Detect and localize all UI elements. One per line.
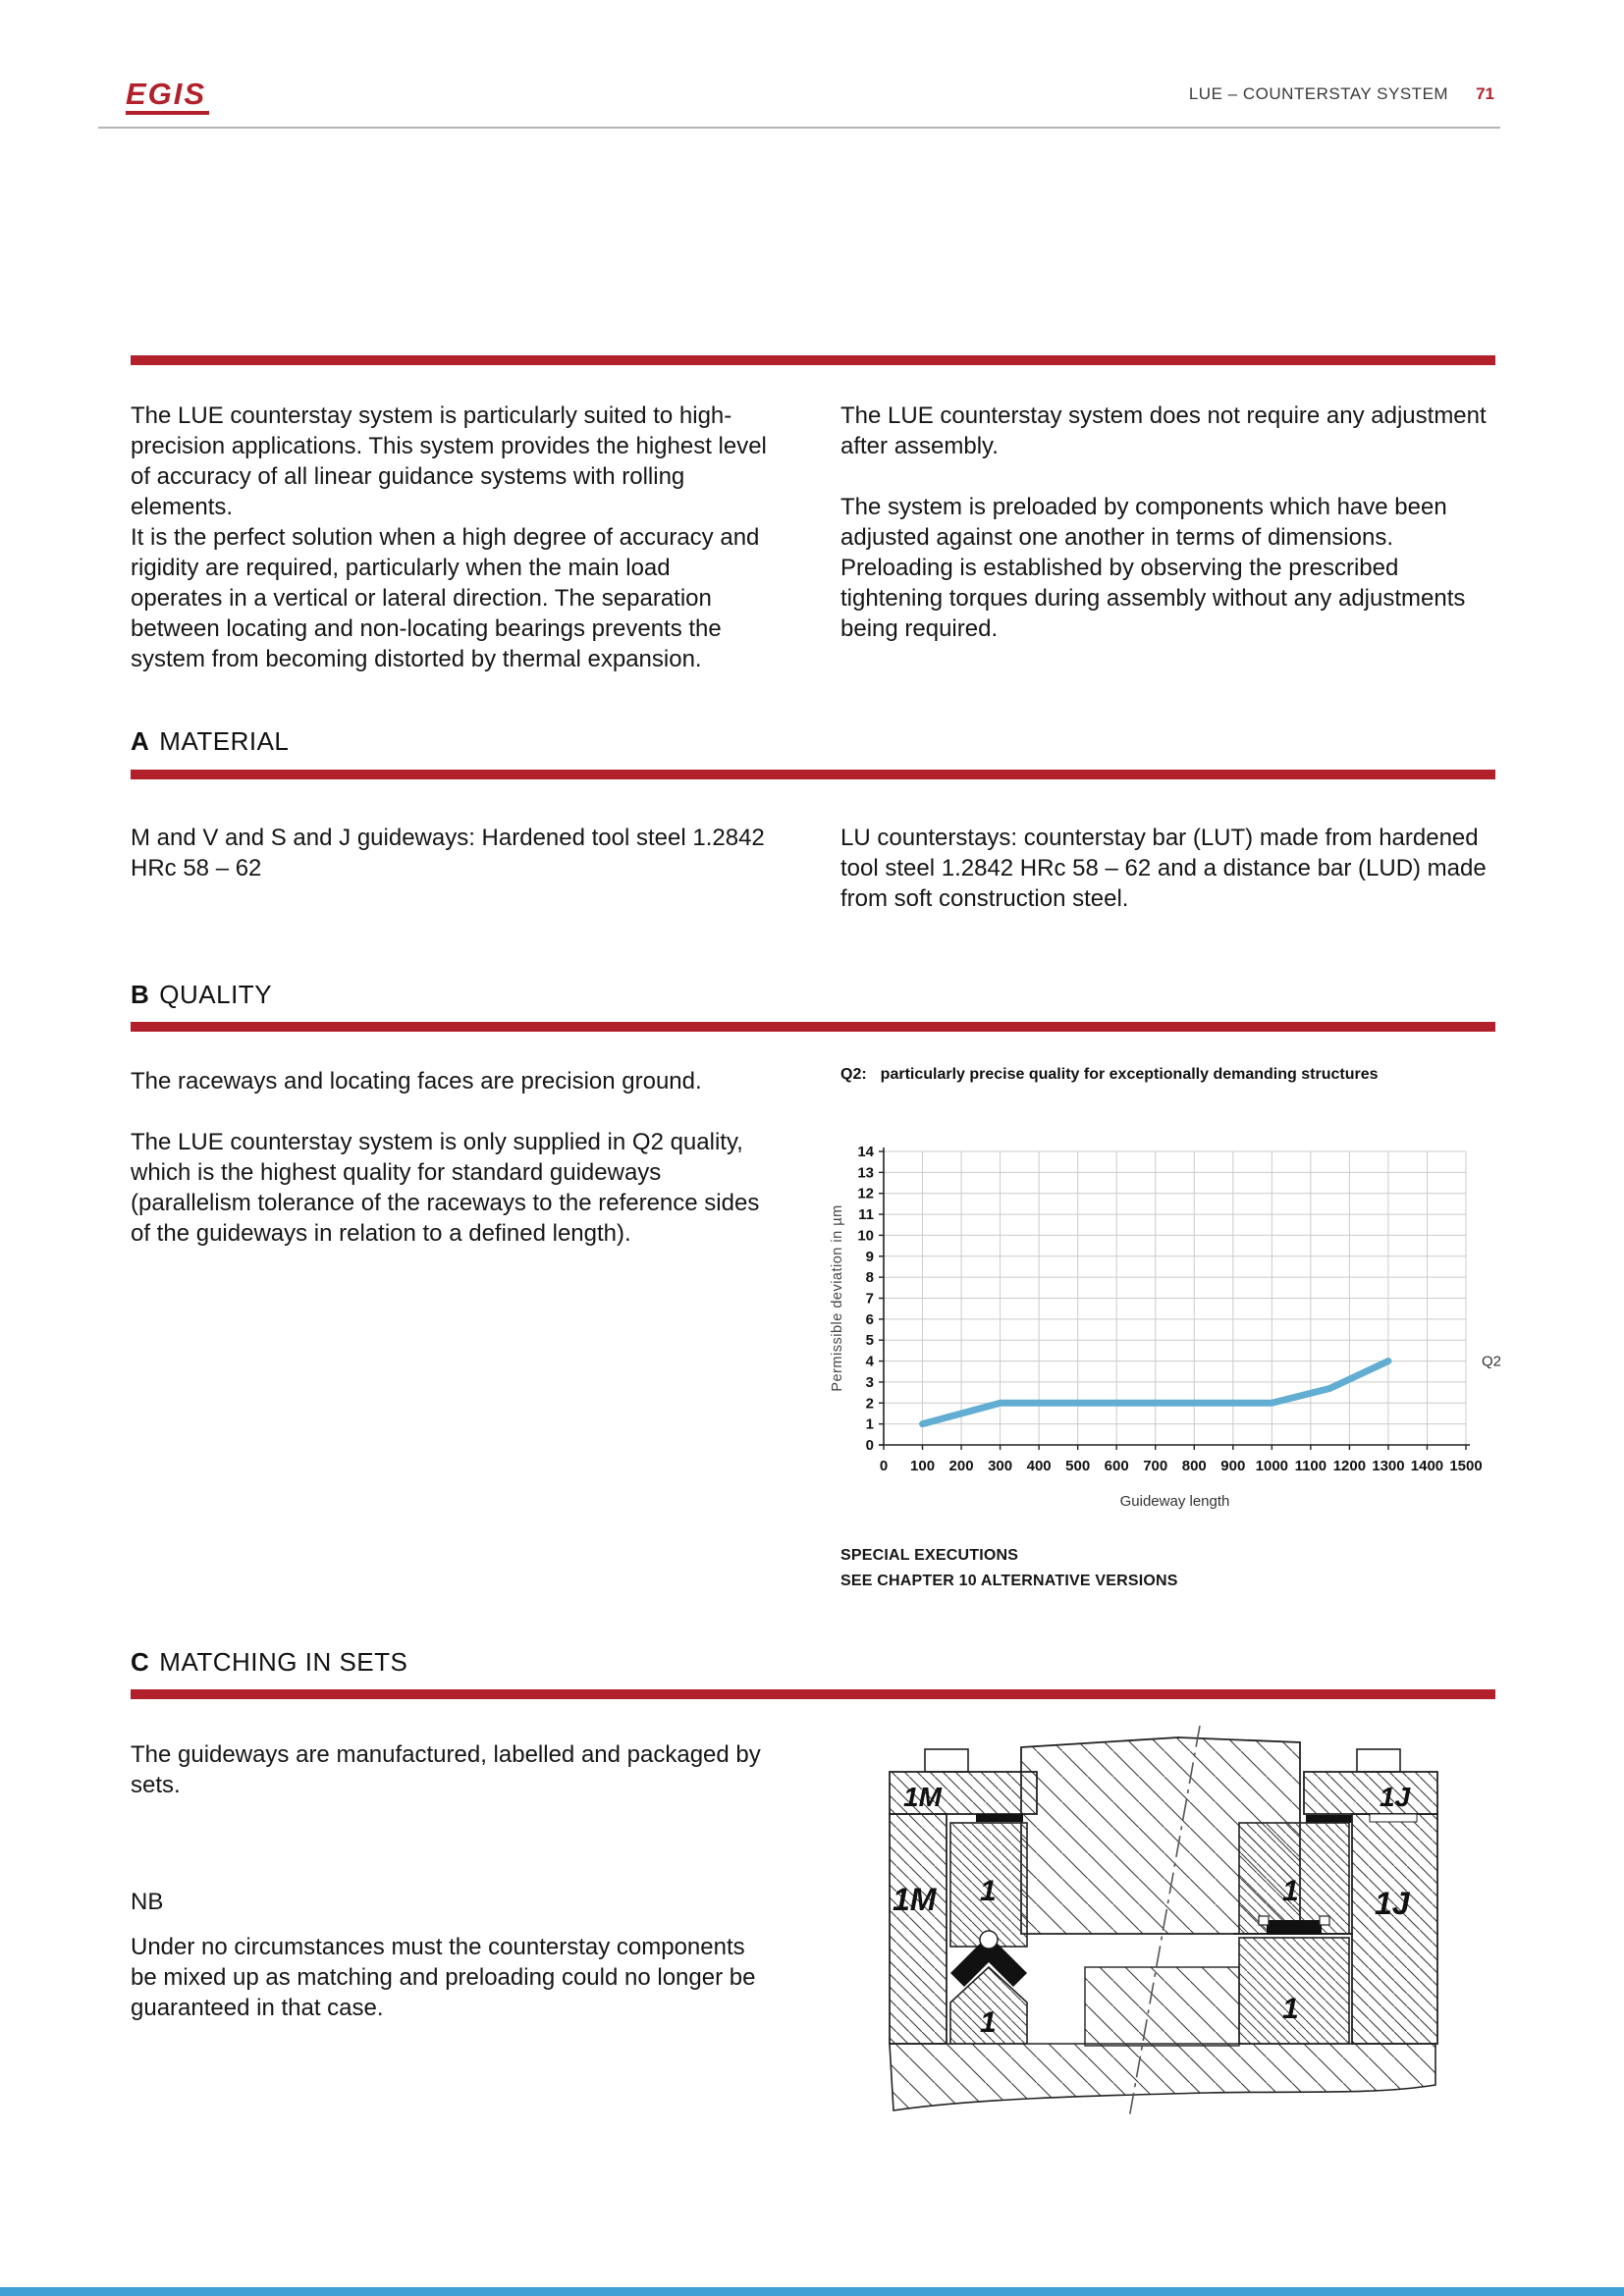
chart-caption-text: particularly precise quality for exceptionally demanding structures <box>880 1066 1379 1083</box>
label-flange-right: 1J <box>1380 1782 1411 1812</box>
x-tick-label: 100 <box>910 1458 936 1474</box>
intro-left-column <box>131 400 767 674</box>
special-note-line: SEE CHAPTER 10 ALTERNATIVE VERSIONS <box>840 1573 1178 1589</box>
intro-paragraph: The system is preloaded by components which have been adjusted against one another in terms of dimensions. Preloading is established by observing the prescribed tightening torques during assembly without any adjustments being required. <box>840 494 1466 642</box>
page-number: 71 <box>1476 84 1494 103</box>
right-outer-block <box>1352 1814 1437 2044</box>
x-tick-label: 0 <box>879 1458 889 1474</box>
right-preload-strip <box>1306 1815 1352 1823</box>
label-inner-top-left: 1 <box>980 1875 997 1907</box>
right-inner-bottom-block <box>1239 1938 1349 2044</box>
x-tick-label: 1000 <box>1255 1458 1289 1474</box>
section-divider-bar <box>131 1689 1495 1699</box>
label-outer-right: 1J <box>1375 1886 1410 1921</box>
flat-roller-pin-left <box>1259 1916 1269 1925</box>
material-left-text: M and V and S and J guideways: Hardened tool steel 1.2842 HRc 58 – 62 <box>131 825 765 881</box>
machine-base <box>890 2044 1435 2110</box>
y-tick-label: 11 <box>858 1206 874 1224</box>
y-tick-label: 10 <box>857 1227 874 1245</box>
x-tick-label: 800 <box>1181 1458 1207 1474</box>
matching-sets-diagram <box>884 1726 1448 2120</box>
label-inner-top-right: 1 <box>1282 1875 1299 1907</box>
header-rule <box>98 127 1500 129</box>
y-tick-label: 13 <box>857 1164 874 1182</box>
x-tick-label: 1300 <box>1372 1458 1405 1474</box>
quality-chart <box>828 1137 1515 1529</box>
y-tick-label: 7 <box>865 1290 874 1308</box>
section-divider-bar <box>131 355 1495 365</box>
label-inner-bottom-right: 1 <box>1282 1993 1299 2025</box>
special-note-line: SPECIAL EXECUTIONS <box>840 1547 1019 1564</box>
y-axis-title: Permissible deviation in µm <box>830 1204 845 1392</box>
x-tick-label: 700 <box>1143 1458 1168 1474</box>
section-b-heading <box>131 980 272 1010</box>
sets-text: The guideways are manufactured, labelled and packaged by sets. <box>131 1741 761 1798</box>
egis-logo: EGIS <box>126 79 209 115</box>
y-tick-label: 1 <box>865 1415 874 1433</box>
y-tick-label: 4 <box>865 1353 874 1370</box>
y-tick-label: 6 <box>865 1310 874 1328</box>
label-outer-left: 1M <box>893 1882 937 1917</box>
special-executions-note <box>840 1543 1178 1594</box>
left-bolt-head <box>925 1749 968 1772</box>
intro-paragraph: It is the perfect solution when a high degree of accuracy and rigidity are required, particularly when the main load operates in a vertical or lateral direction. The separation between locating and non-locating bearings prevents the system from becoming distorted by thermal expansion. <box>131 524 760 672</box>
y-tick-label: 5 <box>865 1332 874 1350</box>
page-title: LUE – COUNTERSTAY SYSTEM <box>1188 84 1449 103</box>
material-right-text: LU counterstays: counterstay bar (LUT) made from hardened tool steel 1.2842 HRc 58 – 62 and a distance bar (LUD) made from soft construction steel. <box>840 825 1487 912</box>
section-divider-bar <box>131 1022 1495 1032</box>
x-tick-label: 1400 <box>1410 1458 1444 1474</box>
y-tick-label: 14 <box>857 1144 874 1160</box>
intro-paragraph: The LUE counterstay system does not require any adjustment after assembly. <box>840 402 1487 459</box>
section-title: MATCHING IN SETS <box>159 1647 408 1677</box>
quality-chart-svg <box>828 1137 1515 1529</box>
chart-caption-prefix: Q2: <box>840 1066 867 1083</box>
y-tick-label: 8 <box>865 1269 874 1287</box>
flat-roller <box>1267 1920 1322 1935</box>
section-c-heading <box>131 1647 407 1678</box>
nb-text: Under no circumstances must the counterstay components be mixed up as matching and preloading could no longer be guaranteed in that case. <box>131 1934 756 2021</box>
section-letter: C <box>131 1647 150 1677</box>
x-tick-label: 500 <box>1065 1458 1091 1474</box>
x-tick-label: 400 <box>1026 1458 1052 1474</box>
x-tick-label: 1200 <box>1332 1458 1367 1474</box>
x-tick-label: 900 <box>1220 1458 1246 1474</box>
cross-section-drawing <box>884 1726 1448 2120</box>
y-tick-label: 2 <box>865 1395 874 1413</box>
footer-accent-bar <box>0 2287 1624 2296</box>
flat-roller-pin-right <box>1320 1916 1329 1925</box>
label-flange-left: 1M <box>903 1782 942 1812</box>
section-letter: B <box>131 980 150 1009</box>
intro-paragraph: The LUE counterstay system is particularly suited to high-precision applications. This system provides the highest level of accuracy of all linear guidance systems with rolling elements. <box>131 402 767 520</box>
section-divider-bar <box>131 770 1495 779</box>
right-flange-block <box>1304 1772 1437 1814</box>
y-tick-label: 3 <box>865 1373 874 1391</box>
v-roller-ball <box>980 1931 998 1949</box>
x-tick-label: 1500 <box>1449 1458 1483 1474</box>
y-tick-label: 9 <box>865 1248 874 1265</box>
section-letter: A <box>131 726 150 756</box>
x-tick-label: 600 <box>1104 1458 1129 1474</box>
header-title-row <box>1189 84 1494 104</box>
right-flange-notch <box>1370 1814 1417 1822</box>
left-preload-strip <box>976 1814 1023 1822</box>
x-tick-label: 200 <box>948 1458 974 1474</box>
section-title: MATERIAL <box>159 726 290 756</box>
quality-text-2: The LUE counterstay system is only supplied in Q2 quality, which is the highest quality for standard guideways (parallelism tolerance of the raceways to the reference sides of the guideways in relation to a defined length). <box>131 1129 760 1247</box>
left-outer-block <box>890 1814 947 2044</box>
nb-label: NB <box>131 1889 164 1915</box>
x-axis-title: Guideway length <box>1119 1493 1230 1510</box>
right-bolt-head <box>1357 1749 1400 1772</box>
section-a-heading <box>131 726 289 757</box>
y-tick-label: 0 <box>865 1437 874 1454</box>
x-tick-label: 300 <box>988 1458 1013 1474</box>
series-label: Q2 <box>1482 1353 1502 1370</box>
section-title: QUALITY <box>159 980 273 1009</box>
intro-right-column <box>840 400 1496 644</box>
chart-caption <box>840 1066 1379 1084</box>
x-tick-label: 1100 <box>1294 1458 1327 1474</box>
quality-text-1: The raceways and locating faces are precision ground. <box>131 1068 702 1095</box>
label-inner-bottom-left: 1 <box>980 2006 997 2039</box>
y-tick-label: 12 <box>857 1185 874 1202</box>
base-tongue <box>1085 1967 1239 2046</box>
